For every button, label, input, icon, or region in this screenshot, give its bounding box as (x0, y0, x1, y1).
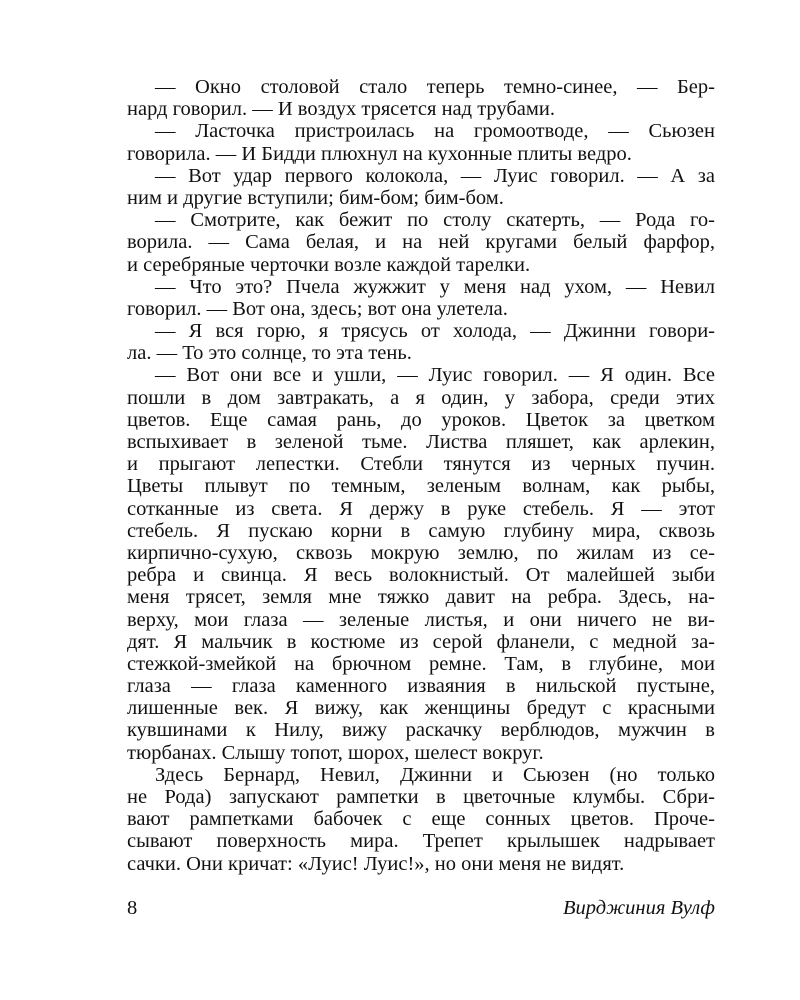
running-head-author: Вирджиния Вулф (562, 897, 715, 919)
text-line: говорил. — Вот она, здесь; вот она улетела. (127, 297, 508, 320)
text-line: Цветы плывут по темным, зеленым волнам, как рыбы, (127, 475, 715, 498)
text-line: лишенные век. Я вижу, как женщины бредут с красными (127, 697, 715, 720)
text-line: — Я вся горю, я трясусь от холода, — Джинни говори- (155, 320, 715, 343)
text-line: — Ласточка пристроилась на громоотводе, — Сьюзен (155, 120, 715, 143)
text-line: ворила. — Сама белая, и на ней кругами белый фарфор, (127, 231, 715, 254)
text-line: сывают поверхность мира. Трепет крылышек надрывает (127, 830, 715, 853)
text-line: — Смотрите, как бежит по столу скатерть, — Рода го- (155, 209, 715, 232)
text-line: кувшинами к Нилу, вижу раскачку верблюдов, мужчин в (127, 719, 715, 742)
text-line: и прыгают лепестки. Стебли тянутся из черных пучин. (127, 453, 715, 476)
text-line: говорила. — И Бидди плюхнул на кухонные плиты ведро. (127, 142, 632, 165)
text-line: ла. — То это солнце, то эта тень. (127, 342, 412, 365)
text-line: ним и другие вступили; бим-бом; бим-бом. (127, 186, 504, 209)
text-line: пошли в дом завтракать, а я один, у забора, среди этих (127, 386, 715, 409)
text-line: — Вот они все и ушли, — Луис говорил. — Я один. Все (155, 364, 715, 387)
text-line: цветов. Еще самая рань, до уроков. Цветок за цветком (127, 408, 715, 431)
page-footer (127, 896, 715, 920)
text-line: сотканные из света. Я держу в руке стебель. Я — этот (127, 497, 715, 520)
text-line: стебель. Я пускаю корни в самую глубину мира, сквозь (127, 519, 715, 542)
text-line: тюрбанах. Слышу топот, шорох, шелест вокруг. (127, 741, 544, 764)
text-line: дят. Я мальчик в костюме из серой фланели, с медной за- (127, 630, 715, 653)
text-line: и серебряные черточки возле каждой тарелки. (127, 253, 531, 276)
text-line: Здесь Бернард, Невил, Джинни и Сьюзен (но только (155, 763, 715, 786)
text-line: ребра и свинца. Я весь волокнистый. От малейшей зыби (127, 564, 715, 587)
page-number: 8 (127, 897, 138, 919)
text-line: — Вот удар первого колокола, — Луис говорил. — А за (155, 164, 715, 187)
text-line: верху, мои глаза — зеленые листья, и они ничего не ви- (127, 608, 715, 631)
text-line: не Рода) запускают рампетки в цветочные клумбы. Сбри- (127, 786, 715, 808)
text-line: стежкой-змейкой на брючном ремне. Там, в глубине, мои (127, 652, 715, 675)
text-line: вспыхивает в зеленой тьме. Листва пляшет, как арлекин, (127, 431, 715, 453)
text-line: меня трясет, земля мне тяжко давит на ребра. Здесь, на- (127, 586, 715, 609)
text-line: сачки. Они кричат: «Луис! Луис!», но они меня не видят. (127, 852, 625, 875)
text-line: глаза — глаза каменного изваяния в нильской пустыне, (127, 675, 715, 698)
text-line: нард говорил. — И воздух трясется над трубами. (127, 98, 555, 121)
text-line: вают рампетками бабочек с еще сонных цветов. Проче- (127, 808, 715, 831)
text-line: — Окно столовой стало теперь темно-синее, — Бер- (155, 76, 715, 98)
text-line: — Что это? Пчела жужжит у меня над ухом, — Невил (155, 275, 715, 298)
page-body (127, 76, 715, 875)
text-line: кирпично-сухую, сквозь мокрую землю, по жилам из се- (127, 541, 715, 564)
